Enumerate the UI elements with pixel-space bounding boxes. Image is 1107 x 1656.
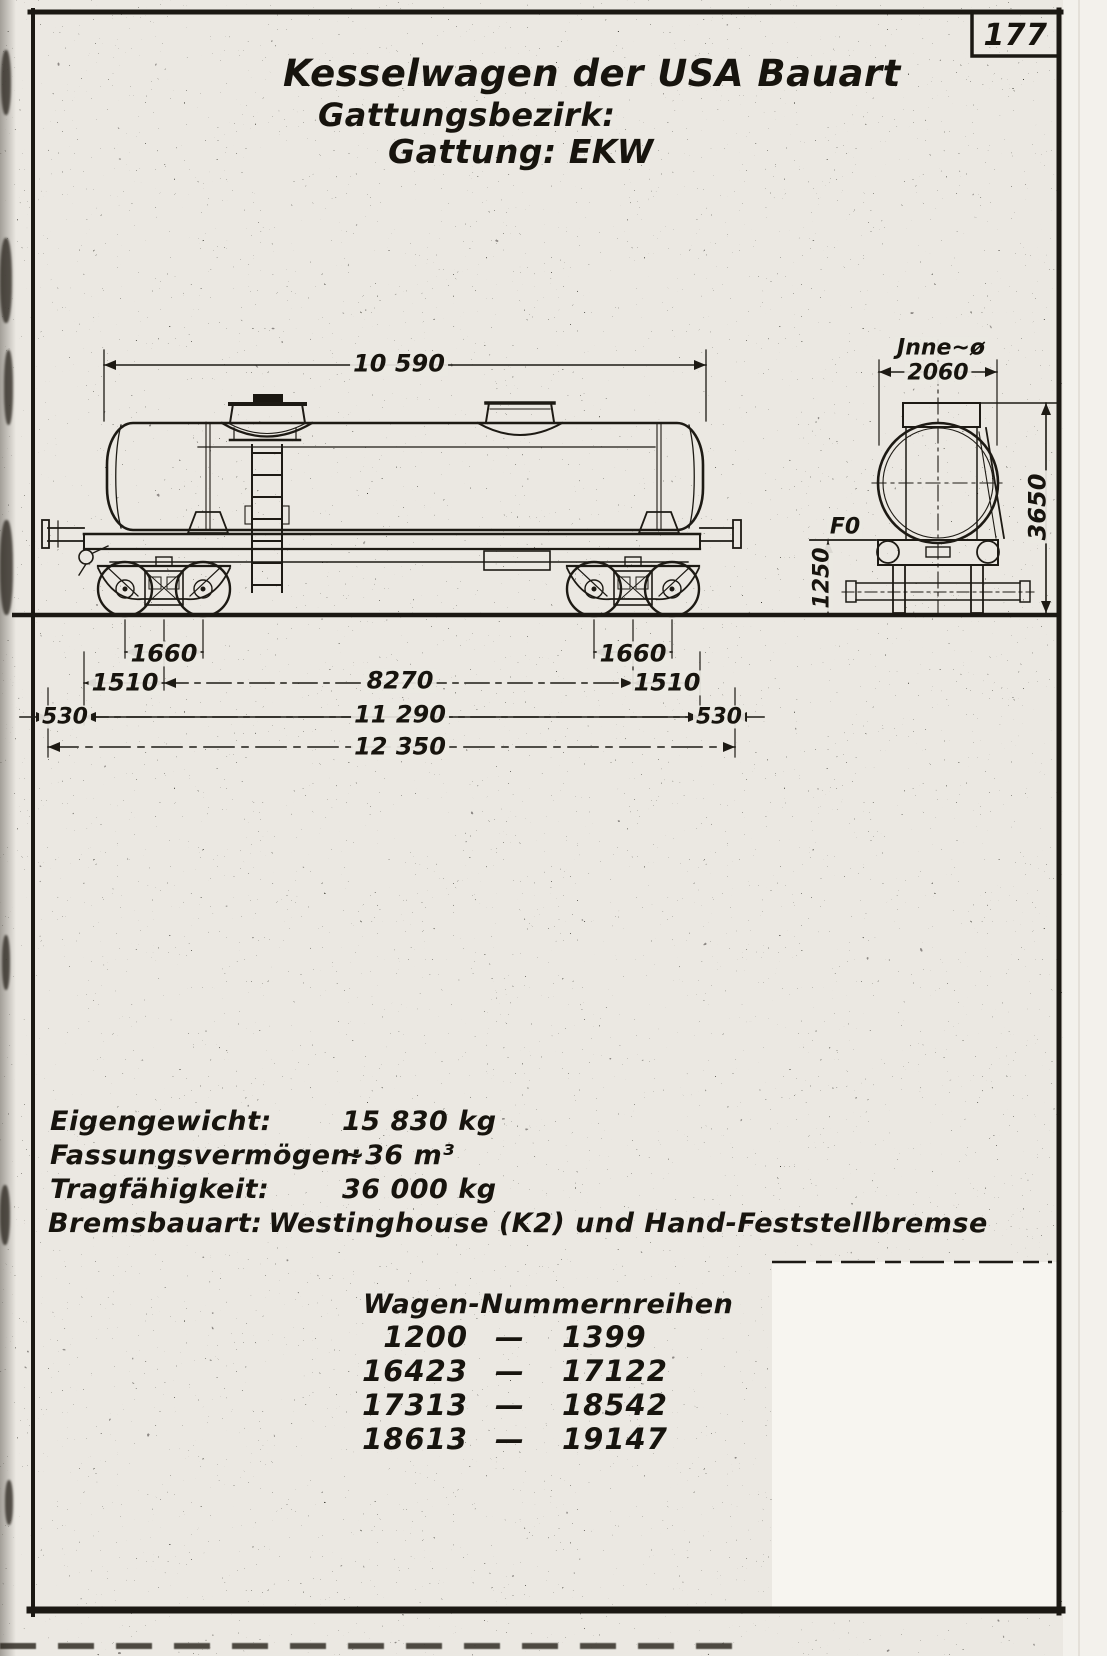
scan-mark — [0, 238, 12, 323]
range-dash: — — [495, 1354, 525, 1388]
range-dash: — — [495, 1388, 525, 1422]
range-from: 17313 — [362, 1388, 468, 1422]
spec-label: Fassungsvermögen: — [50, 1140, 362, 1171]
page-number: 177 — [983, 17, 1048, 53]
wagon-number-range — [352, 1422, 712, 1456]
blank-card — [772, 1262, 1059, 1608]
range-to: 1399 — [562, 1320, 647, 1354]
wagon-number-range — [352, 1388, 712, 1422]
spec-label: Bremsbauart: — [48, 1208, 263, 1239]
label-floor-level: F0 — [827, 515, 863, 538]
range-from: 18613 — [362, 1422, 468, 1456]
dim-overhang-left: 1510 — [89, 670, 162, 695]
scan-mark — [0, 520, 13, 615]
label-inner-diameter: Jnne~ø — [894, 336, 988, 359]
dim-frame-length: 11 290 — [351, 702, 449, 727]
scan-mark — [1, 50, 11, 115]
range-to: 18542 — [562, 1388, 668, 1422]
range-to: 19147 — [562, 1422, 668, 1456]
range-dash: — — [495, 1320, 525, 1354]
dim-overhang-right: 1510 — [631, 670, 704, 695]
title-gattung: Gattung: EKW — [388, 132, 654, 171]
wagon-number-range — [352, 1320, 712, 1354]
spec-value: ~36 m³ — [342, 1140, 455, 1171]
dim-pivot-spacing: 8270 — [364, 668, 437, 693]
scan-mark — [4, 350, 13, 425]
range-from: 16423 — [362, 1354, 468, 1388]
spec-row-bremsbauart — [48, 1208, 988, 1239]
spec-value: 36 000 kg — [342, 1174, 497, 1205]
spec-row-fassungsvermoegen — [50, 1140, 455, 1171]
page-title: Kesselwagen der USA Bauart — [283, 52, 901, 95]
spec-value: 15 830 kg — [342, 1106, 497, 1137]
wagon-numbers-heading: Wagen-Nummernreihen — [363, 1289, 734, 1320]
spec-row-eigengewicht — [50, 1106, 497, 1137]
dim-buffer-left: 530 — [39, 705, 91, 728]
wagon-numbers-table — [352, 1320, 712, 1456]
dim-bogie-wheelbase-right: 1660 — [597, 641, 670, 666]
dim-tank-length: 10 590 — [350, 351, 448, 376]
range-to: 17122 — [562, 1354, 668, 1388]
spec-value: Westinghouse (K2) und Hand-Feststellbremse — [268, 1208, 988, 1239]
scan-mark — [0, 1185, 10, 1245]
range-from: 1200 — [383, 1320, 468, 1354]
scan-mark — [5, 1480, 13, 1525]
dim-buffer-right: 530 — [693, 705, 745, 728]
scan-bottom-streak — [0, 1643, 750, 1649]
scan-mark — [2, 935, 10, 990]
spec-label: Tragfähigkeit: — [50, 1174, 270, 1205]
range-dash: — — [495, 1422, 525, 1456]
dim-inner-diameter: 2060 — [904, 361, 971, 384]
dim-overall-height: 3650 — [1025, 471, 1050, 544]
dim-floor-height: 1250 — [810, 544, 833, 611]
dim-overall-length: 12 350 — [351, 734, 449, 759]
dim-bogie-wheelbase-left: 1660 — [128, 641, 201, 666]
spec-row-tragfaehigkeit — [50, 1174, 497, 1205]
spec-label: Eigengewicht: — [50, 1106, 272, 1137]
title-gattungsbezirk: Gattungsbezirk: — [318, 96, 616, 134]
wagon-number-range — [352, 1354, 712, 1388]
